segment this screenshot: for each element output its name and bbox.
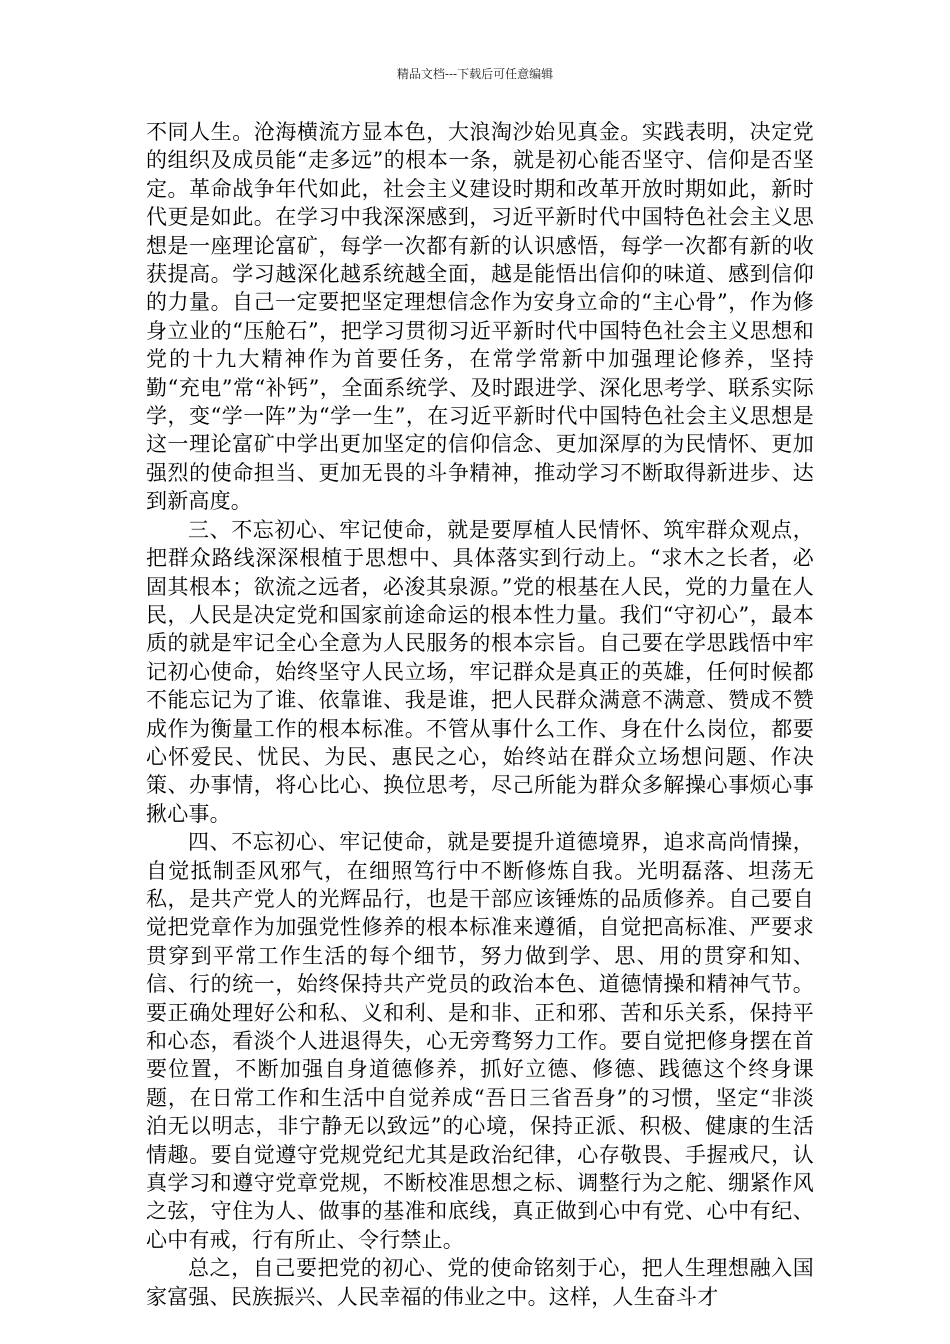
page-header: 精品文档---下载后可任意编辑 bbox=[396, 67, 554, 81]
document-body bbox=[146, 118, 814, 1311]
paragraph-continuation: 不同人生。沧海横流方显本色，大浪淘沙始见真金。实践表明，决定党的组织及成员能“走多远”的根本一条，就是初心能否坚守、信仰是否坚定。革命战争年代如此，社会主义建设时期和改革开放时期如此，新时代更是如此。在学习中我深深感到，习近平新时代中国特色社会主义思想是一座理论富矿，每学一次都有新的认识感悟，每学一次都有新的收获提高。学习越深化越系统越全面，越是能悟出信仰的味道、感到信仰的力量。自己一定要把坚定理想信念作为安身立命的“主心骨”，作为修身立业的“压舱石”，把学习贯彻习近平新时代中国特色社会主义思想和党的十九大精神作为首要任务，在常学常新中加强理论修养，坚持勤“充电”常“补钙”，全面系统学、及时跟进学、深化思考学、联系实际学，变“学一阵”为“学一生”，在习近平新时代中国特色社会主义思想是这一理论富矿中学出更加坚定的信仰信念、更加深厚的为民情怀、更加强烈的使命担当、更加无畏的斗争精神，推动学习不断取得新进步、达到新高度。 bbox=[146, 120, 814, 514]
paragraph-conclusion: 总之，自己要把党的初心、党的使命铭刻于心，把人生理想融入国家富强、民族振兴、人民幸福的伟业之中。这样，人生奋斗才 bbox=[146, 1256, 814, 1309]
paragraph-section-three: 三、不忘初心、牢记使命，就是要厚植人民情怀、筑牢群众观点，把群众路线深深根植于思想中、具体落实到行动上。“求木之长者，必固其根本；欲流之远者，必浚其泉源。”党的根基在人民，党的力量在人民，人民是决定党和国家前途命运的根本性力量。我们“守初心”，最本质的就是牢记全心全意为人民服务的根本宗旨。自己要在学思践悟中牢记初心使命，始终坚守人民立场，牢记群众是真正的英雄，任何时候都不能忘记为了谁、依靠谁、我是谁，把人民群众满意不满意、赞成不赞成作为衡量工作的根本标准。不管从事什么工作、身在什么岗位，都要心怀爱民、忧民、为民、惠民之心，始终站在群众立场想问题、作决策、办事情，将心比心、换位思考，尽己所能为群众多解操心事烦心事揪心事。 bbox=[146, 517, 814, 826]
paragraph-section-four: 四、不忘初心、牢记使命，就是要提升道德境界，追求高尚情操，自觉抵制歪风邪气，在细照笃行中不断修炼自我。光明磊落、坦荡无私，是共产党人的光辉品行，也是干部应该锤炼的品质修养。自己要自觉把党章作为加强党性修养的根本标准来遵循，自觉把高标准、严要求贯穿到平常工作生活的每个细节，努力做到学、思、用的贯穿和知、信、行的统一，始终保持共产党员的政治本色、道德情操和精神气节。要正确处理好公和私、义和利、是和非、正和邪、苦和乐关系，保持平和心态，看淡个人进退得失，心无旁骛努力工作。要自觉把修身摆在首要位置，不断加强自身道德修养，抓好立德、修德、践德这个终身课题，在日常工作和生活中自觉养成“吾日三省吾身”的习惯，坚定“非淡泊无以明志，非宁静无以致远”的心境，保持正派、积极、健康的生活情趣。要自觉遵守党规党纪尤其是政治纪律，心存敬畏、手握戒尺，认真学习和遵守党章党规，不断校准思想之标、调整行为之舵、绷紧作风之弦，守住为人、做事的基准和底线，真正做到心中有党、心中有纪、心中有戒，行有所止、令行禁止。 bbox=[146, 830, 814, 1252]
